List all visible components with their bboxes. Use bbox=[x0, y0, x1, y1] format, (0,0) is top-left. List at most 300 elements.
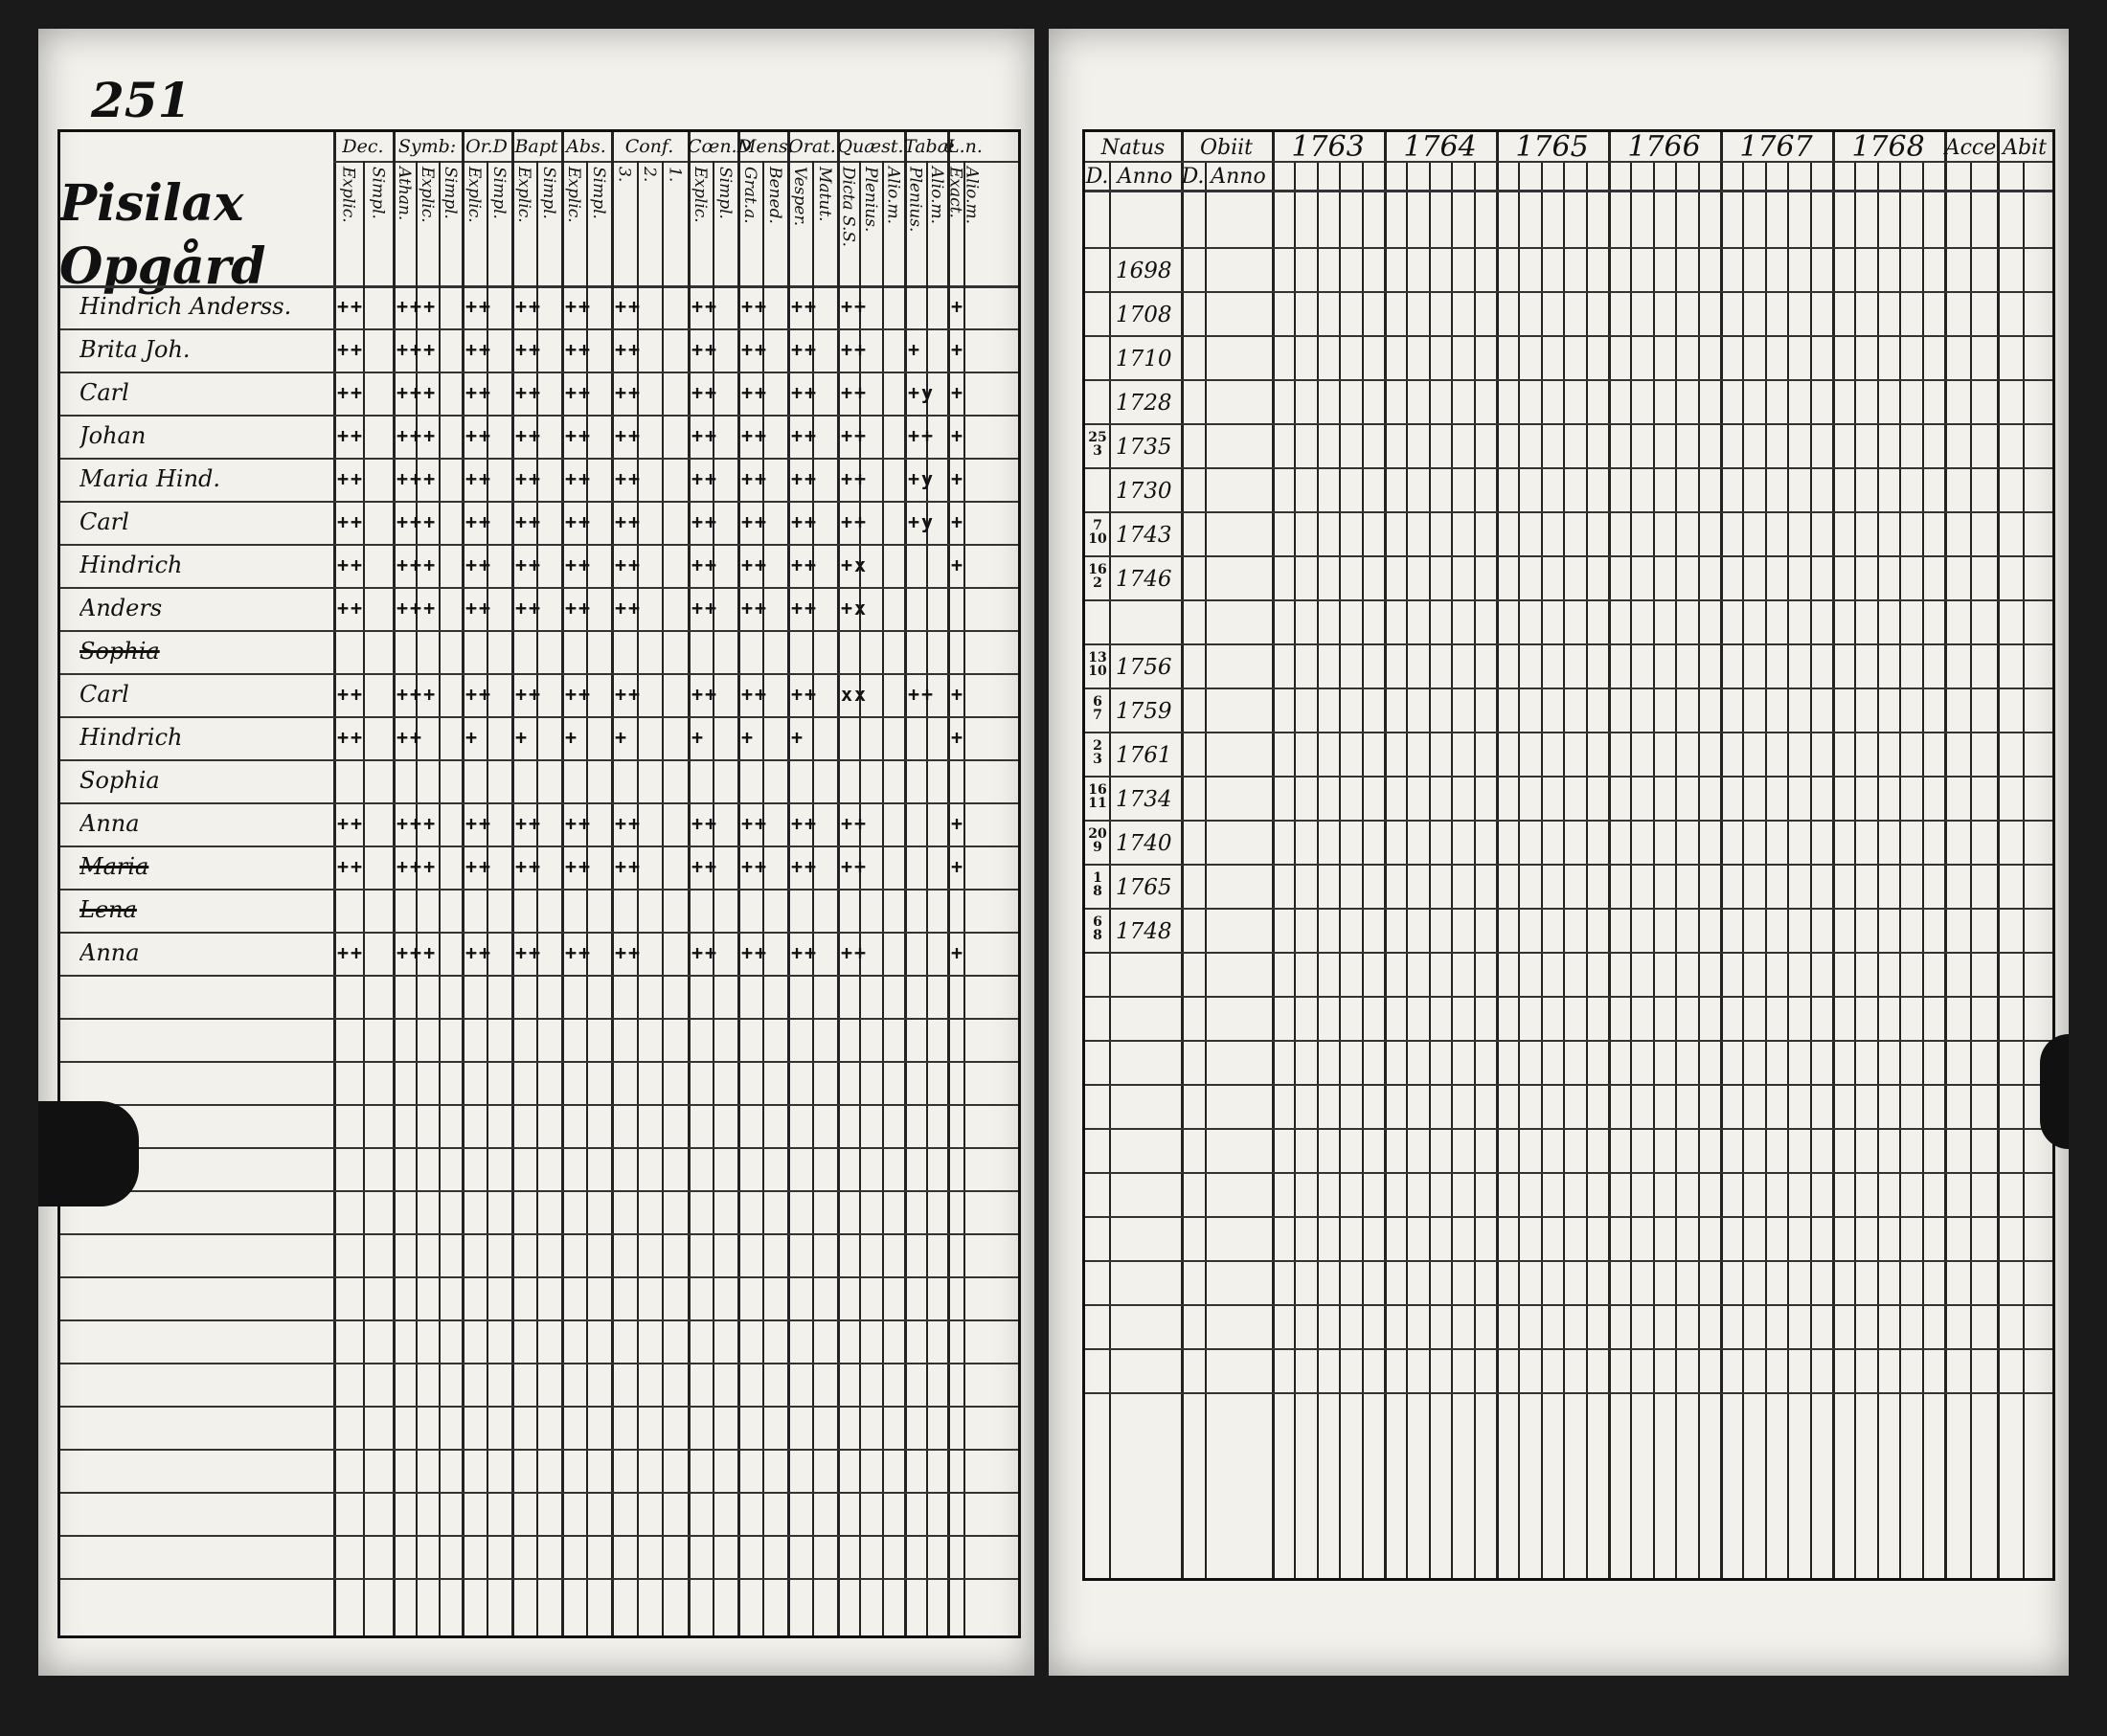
exam-mark: ++ bbox=[691, 295, 719, 318]
column-sub-header: Explic. bbox=[564, 167, 583, 223]
natus-header: Natus bbox=[1100, 136, 1166, 160]
exam-mark: ++ bbox=[465, 597, 493, 620]
grid-hline bbox=[60, 587, 1018, 589]
column-group-header: Bapt bbox=[514, 136, 558, 157]
grid-vline bbox=[1698, 161, 1700, 1578]
column-sub-header: Simpl. bbox=[489, 167, 509, 219]
grid-hline bbox=[60, 1104, 1018, 1106]
exam-mark: ++ bbox=[691, 338, 719, 361]
exam-mark: +++ bbox=[396, 855, 438, 878]
birth-day: 16 2 bbox=[1088, 562, 1107, 591]
exam-mark: ++ bbox=[465, 683, 493, 706]
year-header: 1767 bbox=[1739, 130, 1813, 164]
birth-year: 1708 bbox=[1116, 303, 1172, 327]
exam-mark: ++ bbox=[615, 597, 643, 620]
exam-mark: ++ bbox=[841, 338, 869, 361]
grid-vline bbox=[1899, 161, 1901, 1578]
column-sub-header: Matut. bbox=[815, 167, 834, 222]
exam-mark: ++ bbox=[741, 295, 769, 318]
exam-mark: ++ bbox=[791, 338, 819, 361]
exam-mark: ++ bbox=[337, 812, 365, 835]
exam-mark: ++ bbox=[337, 510, 365, 533]
obiit-day-header: D. bbox=[1181, 165, 1205, 189]
person-name: Carl bbox=[79, 681, 129, 708]
grid-vline bbox=[1205, 161, 1207, 1578]
grid-vline bbox=[1970, 161, 1972, 1578]
column-group-header: Conf. bbox=[624, 136, 674, 157]
exam-mark: +++ bbox=[396, 510, 438, 533]
year-header: 1764 bbox=[1403, 130, 1477, 164]
exam-mark: ++ bbox=[841, 510, 869, 533]
grid-vline bbox=[1181, 132, 1184, 1578]
exam-mark: ++ bbox=[337, 295, 365, 318]
exam-mark: ++ bbox=[791, 941, 819, 964]
grid-hline bbox=[60, 328, 1018, 330]
exam-mark: +++ bbox=[396, 683, 438, 706]
grid-hline bbox=[1085, 688, 2052, 689]
column-sub-header: Exact. bbox=[945, 167, 965, 218]
column-sub-header: Explic. bbox=[338, 167, 358, 223]
grid-hline bbox=[1085, 776, 2052, 778]
person-name: Hindrich Anderss. bbox=[79, 293, 292, 320]
grid-hline bbox=[1085, 291, 2052, 293]
grid-hline bbox=[60, 673, 1018, 675]
exam-mark: ++ bbox=[515, 510, 543, 533]
person-name: Sophia bbox=[79, 638, 160, 665]
natus-day-header: D. bbox=[1085, 165, 1109, 189]
exam-mark: ++ bbox=[615, 941, 643, 964]
exam-mark: + bbox=[908, 338, 922, 361]
exam-mark: ++ bbox=[741, 941, 769, 964]
grid-vline bbox=[439, 161, 441, 1635]
grid-hline bbox=[1085, 952, 2052, 954]
exam-mark: ++ bbox=[337, 338, 365, 361]
grid-vline bbox=[1810, 161, 1812, 1578]
grid-vline bbox=[1877, 161, 1879, 1578]
exam-mark: ++ bbox=[465, 510, 493, 533]
grid-hline bbox=[333, 161, 1018, 163]
grid-hline bbox=[60, 415, 1018, 417]
exam-mark: ++ bbox=[691, 553, 719, 576]
exam-mark: ++ bbox=[515, 381, 543, 404]
column-sub-header: Plenius. bbox=[861, 167, 880, 233]
exam-mark: ++ bbox=[565, 295, 593, 318]
grid-vline bbox=[1541, 161, 1543, 1578]
exam-mark: + bbox=[951, 941, 965, 964]
year-header: 1765 bbox=[1515, 130, 1589, 164]
grid-vline bbox=[837, 132, 840, 1635]
exam-mark: +y bbox=[908, 510, 936, 533]
grid-hline bbox=[1085, 1084, 2052, 1086]
village-name: Pisilax bbox=[59, 174, 244, 233]
grid-vline bbox=[1474, 161, 1476, 1578]
exam-mark: ++ bbox=[791, 381, 819, 404]
grid-hline bbox=[60, 802, 1018, 804]
grid-hline bbox=[60, 1061, 1018, 1063]
exam-mark: +++ bbox=[396, 424, 438, 447]
exam-mark: ++ bbox=[565, 941, 593, 964]
exam-mark: + bbox=[951, 424, 965, 447]
grid-hline bbox=[1085, 247, 2052, 249]
exam-mark: + bbox=[465, 726, 480, 749]
exam-mark: ++ bbox=[791, 553, 819, 576]
year-header: 1766 bbox=[1627, 130, 1701, 164]
grid-vline bbox=[947, 132, 950, 1635]
grid-hline bbox=[60, 544, 1018, 546]
examination-table bbox=[57, 129, 1021, 1638]
grid-hline bbox=[60, 845, 1018, 847]
column-group-header: Cœn.D bbox=[688, 136, 752, 157]
column-sub-header: Dicta S.S. bbox=[838, 167, 858, 247]
column-sub-header: Simpl. bbox=[539, 167, 558, 219]
exam-mark: ++ bbox=[515, 295, 543, 318]
exam-mark: ++ bbox=[615, 424, 643, 447]
exam-mark: ++ bbox=[565, 553, 593, 576]
grid-vline bbox=[462, 132, 464, 1635]
birth-year: 1730 bbox=[1116, 479, 1172, 504]
grid-hline bbox=[60, 932, 1018, 934]
exam-mark: ++ bbox=[615, 467, 643, 490]
grid-vline bbox=[882, 161, 884, 1635]
grid-hline bbox=[60, 1535, 1018, 1537]
exam-mark: ++ bbox=[465, 855, 493, 878]
exam-mark: ++ bbox=[465, 553, 493, 576]
person-name: Hindrich bbox=[79, 724, 183, 751]
exam-mark: ++ bbox=[337, 381, 365, 404]
person-name: Anna bbox=[79, 939, 140, 966]
farm-name: Opgård bbox=[59, 237, 266, 296]
exam-mark: ++ bbox=[841, 381, 869, 404]
year-header: 1768 bbox=[1851, 130, 1925, 164]
exam-mark: +++ bbox=[396, 381, 438, 404]
exam-mark: + bbox=[565, 726, 579, 749]
exam-mark: ++ bbox=[791, 683, 819, 706]
grid-vline bbox=[1608, 132, 1611, 1578]
grid-hline bbox=[1085, 864, 2052, 866]
column-sub-header: Explic. bbox=[514, 167, 533, 223]
grid-hline bbox=[60, 975, 1018, 977]
grid-hline bbox=[1085, 1040, 2052, 1042]
exam-mark: +x bbox=[841, 597, 869, 620]
grid-hline bbox=[60, 759, 1018, 761]
exam-mark: ++ bbox=[465, 338, 493, 361]
exam-mark: ++ bbox=[515, 597, 543, 620]
grid-hline bbox=[60, 458, 1018, 460]
obiit-year-header: Anno bbox=[1211, 165, 1266, 189]
exam-mark: ++ bbox=[741, 553, 769, 576]
exam-mark: ++ bbox=[615, 812, 643, 835]
year-header: 1763 bbox=[1291, 130, 1365, 164]
birth-year: 1698 bbox=[1116, 259, 1172, 283]
exam-mark: ++ bbox=[615, 338, 643, 361]
person-name: Johan bbox=[79, 422, 147, 449]
grid-hline bbox=[1085, 1216, 2052, 1218]
column-sub-header: Grat.a. bbox=[740, 167, 759, 224]
column-sub-header: Alio.m. bbox=[962, 167, 982, 225]
exam-mark: ++ bbox=[741, 338, 769, 361]
exam-mark: ++ bbox=[565, 424, 593, 447]
column-group-header: Quæst. bbox=[837, 136, 904, 157]
grid-vline bbox=[1586, 161, 1588, 1578]
exam-mark: ++ bbox=[337, 855, 365, 878]
exam-mark: + bbox=[951, 381, 965, 404]
exam-mark: ++ bbox=[465, 424, 493, 447]
birth-year: 1734 bbox=[1116, 787, 1172, 812]
exam-mark: ++ bbox=[615, 683, 643, 706]
person-name: Sophia bbox=[79, 767, 160, 794]
exam-mark: ++ bbox=[565, 597, 593, 620]
grid-vline bbox=[511, 132, 514, 1635]
exam-mark: + bbox=[951, 295, 965, 318]
exam-mark: +y bbox=[908, 381, 936, 404]
person-name: Lena bbox=[79, 896, 137, 923]
grid-hline bbox=[60, 716, 1018, 718]
exam-mark: ++ bbox=[691, 424, 719, 447]
grid-vline bbox=[1854, 161, 1856, 1578]
birth-year: 1746 bbox=[1116, 567, 1172, 592]
grid-vline bbox=[1496, 132, 1499, 1578]
exam-mark: xx bbox=[841, 683, 869, 706]
exam-mark: ++ bbox=[841, 855, 869, 878]
birth-day: 2 3 bbox=[1093, 738, 1102, 767]
exam-mark: ++ bbox=[908, 424, 936, 447]
exam-mark: ++ bbox=[465, 467, 493, 490]
exam-mark: ++ bbox=[515, 855, 543, 878]
exam-mark: ++ bbox=[515, 941, 543, 964]
grid-vline bbox=[611, 132, 614, 1635]
grid-vline bbox=[787, 132, 790, 1635]
exam-mark: ++ bbox=[615, 295, 643, 318]
grid-vline bbox=[1362, 161, 1364, 1578]
grid-hline bbox=[1085, 820, 2052, 822]
exam-mark: ++ bbox=[337, 597, 365, 620]
grid-hline bbox=[1085, 1260, 2052, 1262]
exam-mark: + bbox=[951, 683, 965, 706]
exam-mark: ++ bbox=[515, 467, 543, 490]
column-sub-header: 1. bbox=[665, 167, 685, 183]
exam-mark: +++ bbox=[396, 338, 438, 361]
exam-mark: ++ bbox=[908, 683, 936, 706]
column-group-header: L.n. bbox=[947, 136, 983, 157]
exam-mark: + bbox=[691, 726, 706, 749]
exam-mark: ++ bbox=[791, 295, 819, 318]
person-name: Carl bbox=[79, 379, 129, 406]
column-sub-header: Simpl. bbox=[368, 167, 388, 219]
exam-mark: ++ bbox=[691, 597, 719, 620]
right-page bbox=[1049, 29, 2069, 1676]
grid-hline bbox=[1085, 643, 2052, 645]
column-sub-header: Vesper. bbox=[790, 167, 809, 227]
grid-hline bbox=[1085, 1128, 2052, 1130]
grid-vline bbox=[561, 132, 564, 1635]
grid-vline bbox=[1832, 132, 1835, 1578]
page-tab bbox=[38, 1101, 139, 1206]
exam-mark: + bbox=[951, 510, 965, 533]
person-name: Maria Hind. bbox=[79, 465, 221, 492]
birth-day: 6 7 bbox=[1093, 694, 1102, 723]
exam-mark: ++ bbox=[515, 683, 543, 706]
exam-mark: + bbox=[951, 855, 965, 878]
grid-vline bbox=[1720, 132, 1723, 1578]
abiit-header: Abit bbox=[2003, 136, 2047, 160]
grid-hline bbox=[1085, 555, 2052, 557]
exam-mark: ++ bbox=[841, 467, 869, 490]
natus-year-header: Anno bbox=[1117, 165, 1173, 189]
grid-vline bbox=[1997, 132, 2000, 1578]
grid-hline bbox=[1085, 511, 2052, 513]
column-sub-header: Explic. bbox=[464, 167, 484, 223]
grid-hline bbox=[60, 1492, 1018, 1494]
person-name: Brita Joh. bbox=[79, 336, 191, 363]
grid-hline bbox=[1085, 599, 2052, 601]
exam-mark: ++ bbox=[615, 381, 643, 404]
exam-mark: ++ bbox=[691, 683, 719, 706]
grid-hline bbox=[1085, 908, 2052, 910]
exam-mark: ++ bbox=[741, 812, 769, 835]
birth-year: 1756 bbox=[1116, 655, 1172, 680]
birth-year: 1761 bbox=[1116, 743, 1172, 768]
birth-year: 1710 bbox=[1116, 347, 1172, 372]
obiit-header: Obiit bbox=[1199, 136, 1254, 160]
grid-hline bbox=[60, 372, 1018, 373]
exam-mark: + bbox=[515, 726, 530, 749]
exam-mark: ++ bbox=[841, 295, 869, 318]
exam-mark: ++ bbox=[691, 812, 719, 835]
column-sub-header: 2. bbox=[640, 167, 659, 183]
exam-mark: ++ bbox=[691, 467, 719, 490]
exam-mark: ++ bbox=[741, 381, 769, 404]
exam-mark: + bbox=[741, 726, 756, 749]
column-sub-header: Simpl. bbox=[589, 167, 608, 219]
grid-vline bbox=[1630, 161, 1632, 1578]
exam-mark: ++ bbox=[565, 338, 593, 361]
exam-mark: ++ bbox=[841, 424, 869, 447]
grid-vline bbox=[1109, 161, 1111, 1578]
exam-mark: ++ bbox=[741, 855, 769, 878]
birth-day: 13 10 bbox=[1088, 650, 1107, 679]
exam-mark: ++ bbox=[565, 683, 593, 706]
exam-mark: ++ bbox=[741, 510, 769, 533]
grid-vline bbox=[1563, 161, 1565, 1578]
exam-mark: ++ bbox=[337, 683, 365, 706]
exam-mark: ++ bbox=[515, 553, 543, 576]
grid-hline bbox=[1085, 190, 2052, 192]
birth-year: 1728 bbox=[1116, 391, 1172, 416]
grid-vline bbox=[1742, 161, 1744, 1578]
column-sub-header: 3. bbox=[614, 167, 634, 183]
exam-mark: +++ bbox=[396, 553, 438, 576]
grid-hline bbox=[60, 1578, 1018, 1580]
grid-hline bbox=[60, 1319, 1018, 1321]
exam-mark: ++ bbox=[741, 424, 769, 447]
birth-year: 1743 bbox=[1116, 523, 1172, 548]
person-name: Anna bbox=[79, 810, 140, 837]
grid-vline bbox=[737, 132, 740, 1635]
exam-mark: ++ bbox=[565, 812, 593, 835]
exam-mark: + bbox=[951, 338, 965, 361]
exam-mark: ++ bbox=[841, 941, 869, 964]
grid-vline bbox=[1787, 161, 1789, 1578]
exam-mark: +++ bbox=[396, 597, 438, 620]
exam-mark: ++ bbox=[565, 510, 593, 533]
grid-hline bbox=[60, 630, 1018, 632]
birth-year: 1735 bbox=[1116, 435, 1172, 460]
exam-mark: ++ bbox=[565, 381, 593, 404]
grid-vline bbox=[1339, 161, 1341, 1578]
column-group-header: Dec. bbox=[342, 136, 384, 157]
grid-hline bbox=[1085, 1172, 2052, 1174]
exam-mark: ++ bbox=[337, 941, 365, 964]
exam-mark: ++ bbox=[396, 726, 424, 749]
exam-mark: +++ bbox=[396, 295, 438, 318]
exam-mark: ++ bbox=[515, 424, 543, 447]
person-name: Anders bbox=[79, 595, 163, 621]
grid-hline bbox=[60, 1233, 1018, 1235]
grid-vline bbox=[1317, 161, 1319, 1578]
left-page bbox=[38, 29, 1034, 1676]
exam-mark: ++ bbox=[465, 812, 493, 835]
exam-mark: ++ bbox=[741, 467, 769, 490]
column-group-header: Tabæ bbox=[904, 136, 955, 157]
exam-mark: ++ bbox=[691, 381, 719, 404]
column-sub-header: Bened. bbox=[765, 167, 784, 224]
exam-mark: ++ bbox=[337, 726, 365, 749]
grid-vline bbox=[1653, 161, 1655, 1578]
exam-mark: ++ bbox=[465, 941, 493, 964]
person-name: Carl bbox=[79, 508, 129, 535]
exam-mark: ++ bbox=[691, 855, 719, 878]
exam-mark: ++ bbox=[515, 338, 543, 361]
exam-mark: ++ bbox=[791, 424, 819, 447]
exam-mark: ++ bbox=[515, 812, 543, 835]
column-sub-header: Plenius. bbox=[905, 167, 925, 233]
exam-mark: + bbox=[951, 467, 965, 490]
column-sub-header: Explic. bbox=[418, 167, 437, 223]
exam-mark: ++ bbox=[565, 855, 593, 878]
grid-vline bbox=[393, 132, 396, 1635]
exam-mark: ++ bbox=[337, 553, 365, 576]
grid-hline bbox=[60, 1147, 1018, 1149]
grid-hline bbox=[1085, 732, 2052, 733]
grid-hline bbox=[60, 1363, 1018, 1364]
birth-year: 1759 bbox=[1116, 699, 1172, 724]
grid-vline bbox=[1451, 161, 1453, 1578]
exam-mark: ++ bbox=[691, 510, 719, 533]
grid-hline bbox=[60, 1190, 1018, 1192]
grid-hline bbox=[1085, 1348, 2052, 1350]
birth-day: 16 11 bbox=[1088, 782, 1107, 811]
exam-mark: +++ bbox=[396, 941, 438, 964]
grid-vline bbox=[1922, 161, 1924, 1578]
birth-day: 20 9 bbox=[1088, 826, 1107, 855]
grid-hline bbox=[1085, 161, 2052, 163]
birth-year: 1765 bbox=[1116, 875, 1172, 900]
birth-year: 1740 bbox=[1116, 831, 1172, 856]
exam-mark: +++ bbox=[396, 812, 438, 835]
exam-mark: ++ bbox=[465, 381, 493, 404]
folio-number: 251 bbox=[91, 72, 192, 128]
birth-day: 7 10 bbox=[1088, 518, 1107, 547]
grid-vline bbox=[1406, 161, 1408, 1578]
column-group-header: Orat. bbox=[788, 136, 836, 157]
grid-hline bbox=[1085, 423, 2052, 425]
grid-vline bbox=[1765, 161, 1767, 1578]
grid-vline bbox=[1429, 161, 1431, 1578]
grid-vline bbox=[1944, 132, 1947, 1578]
grid-hline bbox=[60, 1406, 1018, 1408]
exam-mark: + bbox=[951, 812, 965, 835]
exam-mark: + bbox=[615, 726, 629, 749]
